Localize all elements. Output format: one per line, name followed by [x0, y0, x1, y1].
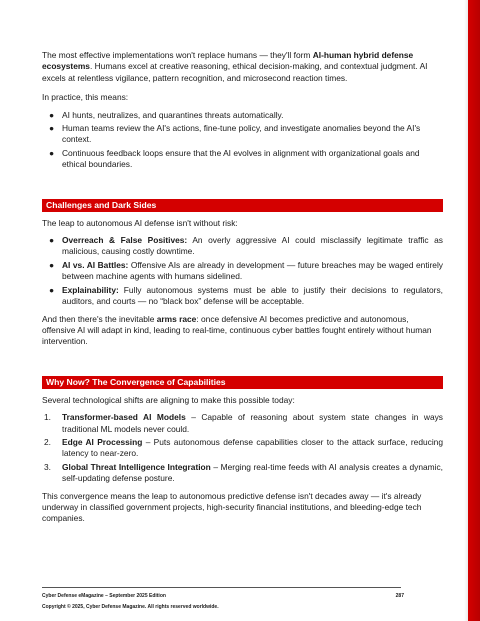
footer-edition: Cyber Defense eMagazine – September 2025 Edition: [42, 593, 166, 599]
bullet-icon: ●: [49, 147, 55, 158]
footer-copyright: Copyright © 2025, Cyber Defense Magazine. All rights reserved worldwide.: [42, 604, 219, 610]
page-edge-red-bar: [468, 0, 480, 621]
list-item: 3. Global Threat Intelligence Integration – Merging real-time feeds with AI analysis creates a dynamic, self-updating defense posture.: [44, 461, 443, 484]
why-now-lead: Several technological shifts are aligning to make this possible today:: [42, 394, 295, 405]
section-heading-challenges: Challenges and Dark Sides: [42, 199, 443, 212]
intro-paragraph: The most effective implementations won't replace humans — they'll form AI-human hybrid defense ecosystems. Humans excel at creative reasoning, ethical decision-making, and contextual judgment. AI excels at relentless vigilance, pattern recognition, and microsecond reaction times.: [42, 50, 428, 83]
list-item: ● Human teams review the AI's actions, fine-tune policy, and investigate anomalies beyond the AI's context.: [49, 123, 421, 145]
list-item: 2. Edge AI Processing – Puts autonomous defense capabilities closer to the attack surface, reducing latency to near-zero.: [44, 436, 443, 459]
footer-divider: [42, 587, 401, 588]
page-number: 287: [395, 593, 404, 599]
in-practice-lead: In practice, this means:: [42, 92, 129, 103]
page-footer: [42, 592, 442, 611]
bullet-icon: ●: [49, 235, 55, 246]
list-item: ● Overreach & False Positives: An overly aggressive AI could misclassify legitimate traffic as malicious, causing costly downtime.: [49, 235, 443, 257]
bullet-icon: ●: [49, 284, 55, 295]
list-item: ● Continuous feedback loops ensure that the AI evolves in alignment with organizational goals and ethical boundaries.: [49, 147, 420, 170]
bullet-icon: ●: [49, 109, 55, 120]
convergence-paragraph: This convergence means the leap to autonomous predictive defense isn't decades away — it's already underway in classified government projects, high-security financial institutions, and bleeding-edge tech companies.: [42, 490, 422, 524]
section-heading-why-now: Why Now? The Convergence of Capabilities: [42, 376, 443, 389]
bullet-icon: ●: [49, 259, 55, 270]
list-item: ● Explainability: Fully autonomous systems must be able to justify their decisions to regulators, auditors, and courts — no “black box” defense will be acceptable.: [49, 284, 443, 307]
bullet-icon: ●: [49, 123, 55, 134]
list-item: 1. Transformer-based AI Models – Capable of reasoning about system state changes in ways traditional ML models never could.: [44, 412, 443, 434]
article-body: [42, 50, 443, 525]
capabilities-list: [42, 412, 443, 484]
challenges-lead: The leap to autonomous AI defense isn't without risk:: [42, 217, 238, 228]
intro-emphasis: AI-human hybrid defense ecosystems: [42, 50, 414, 72]
arms-race-paragraph: And then there's the inevitable arms race: once defensive AI becomes predictive and autonomous, offensive AI will adapt in kind, leading to real-time, continuous cyber battles fought entirely without human intervention.: [42, 313, 432, 347]
list-item: ● AI hunts, neutralizes, and quarantines threats automatically.: [49, 109, 284, 120]
list-item: ● AI vs. AI Battles: Offensive AIs are already in development — future breaches may be waged entirely between machine agents with humans sidelined.: [49, 259, 443, 282]
practice-list: [42, 110, 443, 171]
challenges-list: [42, 235, 443, 307]
